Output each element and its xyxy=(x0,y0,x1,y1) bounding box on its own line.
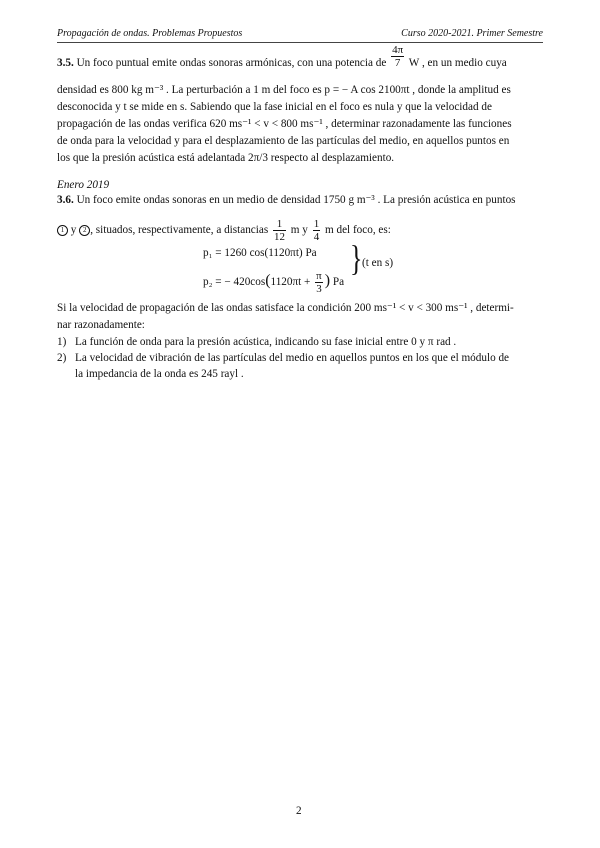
problem-3-6-text-foco: m del foco, es: xyxy=(324,224,391,237)
problem-3-6-number: 3.6. xyxy=(57,194,74,206)
problem-3-6-line-1 xyxy=(57,192,516,209)
list-item-1-number: 1) xyxy=(57,336,67,348)
problem-3-6-text: Un foco emite ondas sonoras en un medio de densidad 1750 g m⁻³ . La presión acústica en puntos xyxy=(76,194,516,206)
problem-3-6-text-y: y xyxy=(70,224,77,237)
problem-3-5-line-3: desconocida y t se mide en s. Sabiendo que la fase inicial en el foco es nula y que la velocidad de xyxy=(57,101,492,113)
problem-3-5-line-2: densidad es 800 kg m⁻³ . La perturbación a 1 m del foco es p = − A cos 2100πt , donde la amplitud es xyxy=(57,84,511,96)
phase-denominator: 3 xyxy=(316,283,322,295)
power-denominator: 7 xyxy=(394,56,401,69)
equation-p1: p₁ = 1260 cos(1120πt) Pa xyxy=(203,247,317,259)
list-item-2-line-1: La velocidad de vibración de las partículas del medio en aquellos puntos en los que el módulo de xyxy=(75,352,510,364)
problem-3-6-line-2 xyxy=(57,218,391,243)
problem-3-6-text-m-y: m y xyxy=(290,224,308,237)
power-numerator: 4π xyxy=(392,43,404,56)
phase-numerator: π xyxy=(316,270,322,282)
header-right: Curso 2020-2021. Primer Semestre xyxy=(401,28,543,39)
equation-p2-lhs: p₂ = − 420cos xyxy=(203,276,266,289)
page-number: 2 xyxy=(296,805,302,817)
distance-2-fraction xyxy=(313,218,321,243)
problem-3-6-line-4: nar razonadamente: xyxy=(57,319,145,331)
distance-2-denominator: 4 xyxy=(313,231,320,243)
problem-3-5-number: 3.5. xyxy=(57,57,74,69)
header-rule xyxy=(57,42,543,43)
exam-date: Enero 2019 xyxy=(57,179,110,191)
header-left: Propagación de ondas. Problemas Propuestos xyxy=(57,28,243,39)
equation-brace: } xyxy=(350,238,363,279)
problem-3-5-text: Un foco puntual emite ondas sonoras armónicas, con una potencia de xyxy=(76,57,387,69)
list-item-2-number: 2) xyxy=(57,352,67,364)
distance-1-numerator: 1 xyxy=(273,218,286,231)
equation-p2: p₂ = − 420cos(1120πt + $\frac{\pi}{3}$ ) Pa xyxy=(203,270,345,295)
equation-p2-arg: 1120πt + xyxy=(270,276,311,289)
problem-3-5-line-6: los que la presión acústica está adelantada 2π/3 respecto al desplazamiento. xyxy=(57,152,395,164)
point-2-marker: 2 xyxy=(79,225,90,236)
problem-3-6-line-3: Si la velocidad de propagación de las ondas satisface la condición 200 ms⁻¹ < v < 300 ms⁻¹ , determi- xyxy=(57,302,514,314)
list-item-2-line-2: la impedancia de la onda es 245 rayl . xyxy=(75,368,244,380)
power-fraction xyxy=(391,44,404,69)
equation-p2-unit: Pa xyxy=(332,276,345,289)
distance-1-fraction xyxy=(273,218,286,243)
problem-3-6-text-dist: , situados, respectivamente, a distancias xyxy=(90,224,269,237)
problem-3-5-line-5: de onda para la velocidad y para el desplazamiento de las partículas del medio, en aquellos puntos en xyxy=(57,135,510,147)
distance-2-numerator: 1 xyxy=(313,218,320,230)
list-item-1: La función de onda para la presión acústica, indicando su fase inicial entre 0 y π rad . xyxy=(75,336,457,348)
time-unit-note: (t en s) xyxy=(362,257,394,269)
phase-fraction xyxy=(315,270,323,295)
problem-3-5-text-cont: W , en un medio cuya xyxy=(408,57,507,69)
problem-3-5-line-4: propagación de las ondas verifica 620 ms⁻¹ < v < 800 ms⁻¹ , determinar razonadamente las funciones xyxy=(57,118,512,130)
distance-1-denominator: 12 xyxy=(274,231,285,243)
point-1-marker: 1 xyxy=(57,225,68,236)
